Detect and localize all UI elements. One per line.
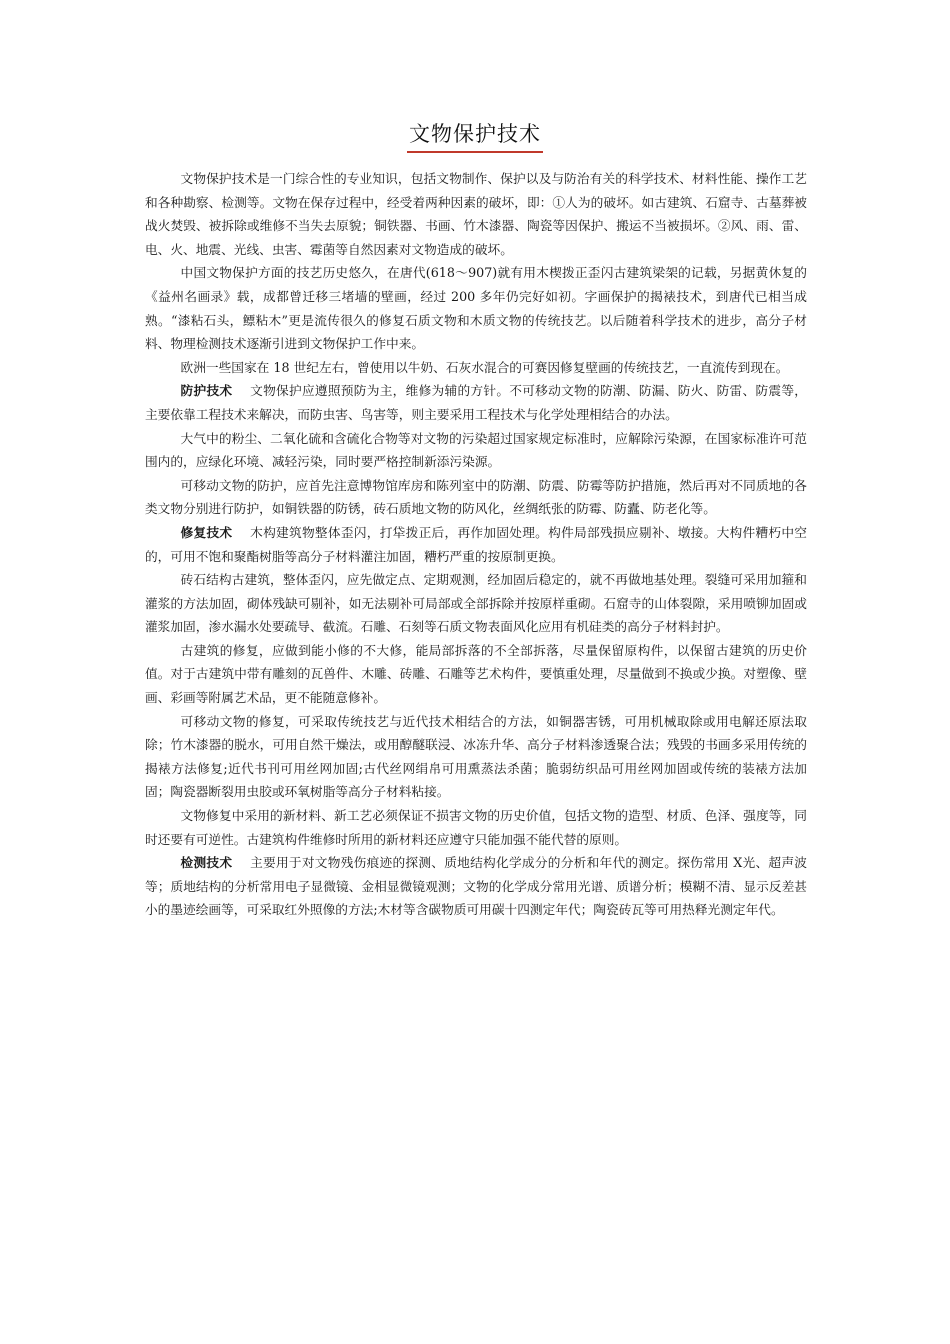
paragraph-text: 文物修复中采用的新材料、新工艺必须保证不损害文物的历史价值，包括文物的造型、材质、色泽、强度等，同时还要有可逆性。古建筑构件维修时所用的新材料还应遵守只能加强不能代替的原则。	[145, 808, 807, 847]
paragraph	[145, 379, 807, 426]
title-block	[0, 118, 950, 153]
paragraph-text: 木构建筑物整体歪闪，打牮拨正后，再作加固处理。构件局部残损应剔补、墩接。大构件糟朽中空的，可用不饱和聚酯树脂等高分子材料灌注加固，糟朽严重的按原制更换。	[145, 524, 807, 564]
paragraph-text: 文物保护应遵照预防为主，维修为辅的方针。不可移动文物的防潮、防漏、防火、防雷、防震等，主要依靠工程技术来解决，而防虫害、鸟害等，则主要采用工程技术与化学处理相结合的办法。	[145, 383, 807, 422]
paragraph-text: 可移动文物的修复，可采取传统技艺与近代技术相结合的方法，如铜器害锈，可用机械取除或用电解还原法取除；竹木漆器的脱水，可用自然干燥法，或用醇醚联浸、冰冻升华、高分子材料渗透聚合法；残毁的书画多采用传统的揭裱方法修复;近代书刊可用丝网加固;古代丝网绢帛可用熏蒸法杀菌；脆弱纺织品可用丝网加固或传统的装裱方法加固；陶瓷器断裂用虫胶或环氧树脂等高分子材料粘接。	[145, 713, 807, 800]
paragraph	[145, 167, 807, 261]
section-heading-detection: 检测技术	[180, 855, 233, 871]
paragraph-text: 中国文物保护方面的技艺历史悠久，在唐代(618～907)就有用木楔拨正歪闪古建筑梁架的记载，另据黄休复的《益州名画录》载，成都曾迁移三堵墙的壁画，经过 200 多年仍完好如初。字画保护的揭裱技术，到唐代已相当成熟。“漆粘石头，鳔粘木”更是流传很久的修复石质文物和木质文物的传统技艺。以后随着科学技术的进步，高分子材料、物理检测技术逐渐引进到文物保护工作中来。	[145, 265, 807, 352]
paragraph-text: 文物保护技术是一门综合性的专业知识，包括文物制作、保护以及与防治有关的科学技术、材料性能、操作工艺和各种勘察、检测等。文物在保存过程中，经受着两种因素的破坏，即：①人为的破坏。如古建筑、石窟寺、古墓葬被战火焚毁、被拆除或维修不当失去原貌；铜铁器、书画、竹木漆器、陶瓷等因保护、搬运不当被损坏。②风、雨、雷、电、火、地震、光线、虫害、霉菌等自然因素对文物造成的破坏。	[145, 171, 807, 257]
document-body	[145, 167, 807, 922]
paragraph	[145, 356, 807, 380]
paragraph	[145, 639, 807, 710]
paragraph-text: 砖石结构古建筑，整体歪闪，应先做定点、定期观测，经加固后稳定的，就不再做地基处理。裂缝可采用加箍和灌浆的方法加固，砌体残缺可剔补，如无法剔补可局部或全部拆除并按原样重砌。石窟寺的山体裂隙，采用喷铆加固或灌浆加固，渗水漏水处要疏导、截流。石雕、石刻等石质文物表面风化应用有机硅类的高分子材料封护。	[145, 572, 807, 635]
paragraph	[145, 710, 807, 804]
paragraph-text: 可移动文物的防护，应首先注意博物馆库房和陈列室中的防潮、防震、防霉等防护措施，然后再对不同质地的各类文物分别进行防护，如铜铁器的防锈，砖石质地文物的防风化，丝绸纸张的防霉、防蠹、防老化等。	[145, 477, 807, 517]
section-heading-protection: 防护技术	[180, 383, 233, 399]
document-title: 文物保护技术	[407, 118, 543, 153]
paragraph	[145, 474, 807, 521]
section-heading-restoration: 修复技术	[180, 524, 233, 540]
paragraph	[145, 521, 807, 568]
paragraph-text: 大气中的粉尘、二氧化硫和含硫化合物等对文物的污染超过国家规定标准时，应解除污染源，在国家标准许可范围内的，应绿化环境、减轻污染，同时要严格控制新添污染源。	[145, 430, 807, 470]
paragraph-text: 主要用于对文物残伤痕迹的探测、质地结构化学成分的分析和年代的测定。探伤常用 X光、超声波等；质地结构的分析常用电子显微镜、金相显微镜观测；文物的化学成分常用光谱、质谱分析；模糊不清、显示反差甚小的墨迹绘画等，可采取红外照像的方法;木材等含碳物质可用碳十四测定年代；陶瓷砖瓦等可用热释光测定年代。	[145, 855, 807, 918]
paragraph	[145, 427, 807, 474]
paragraph	[145, 851, 807, 922]
paragraph-text: 欧洲一些国家在 18 世纪左右，曾使用以牛奶、石灰水混合的可赛因修复壁画的传统技艺，一直流传到现在。	[180, 359, 789, 375]
paragraph-text: 古建筑的修复，应做到能小修的不大修，能局部拆落的不全部拆落，尽量保留原构件，以保留古建筑的历史价值。对于古建筑中带有雕刻的瓦兽件、木雕、砖雕、石雕等艺术构件，要慎重处理，尽量做到不换或少换。对塑像、壁画、彩画等附属艺术品，更不能随意修补。	[145, 642, 807, 706]
paragraph	[145, 261, 807, 355]
paragraph	[145, 568, 807, 639]
paragraph	[145, 804, 807, 851]
